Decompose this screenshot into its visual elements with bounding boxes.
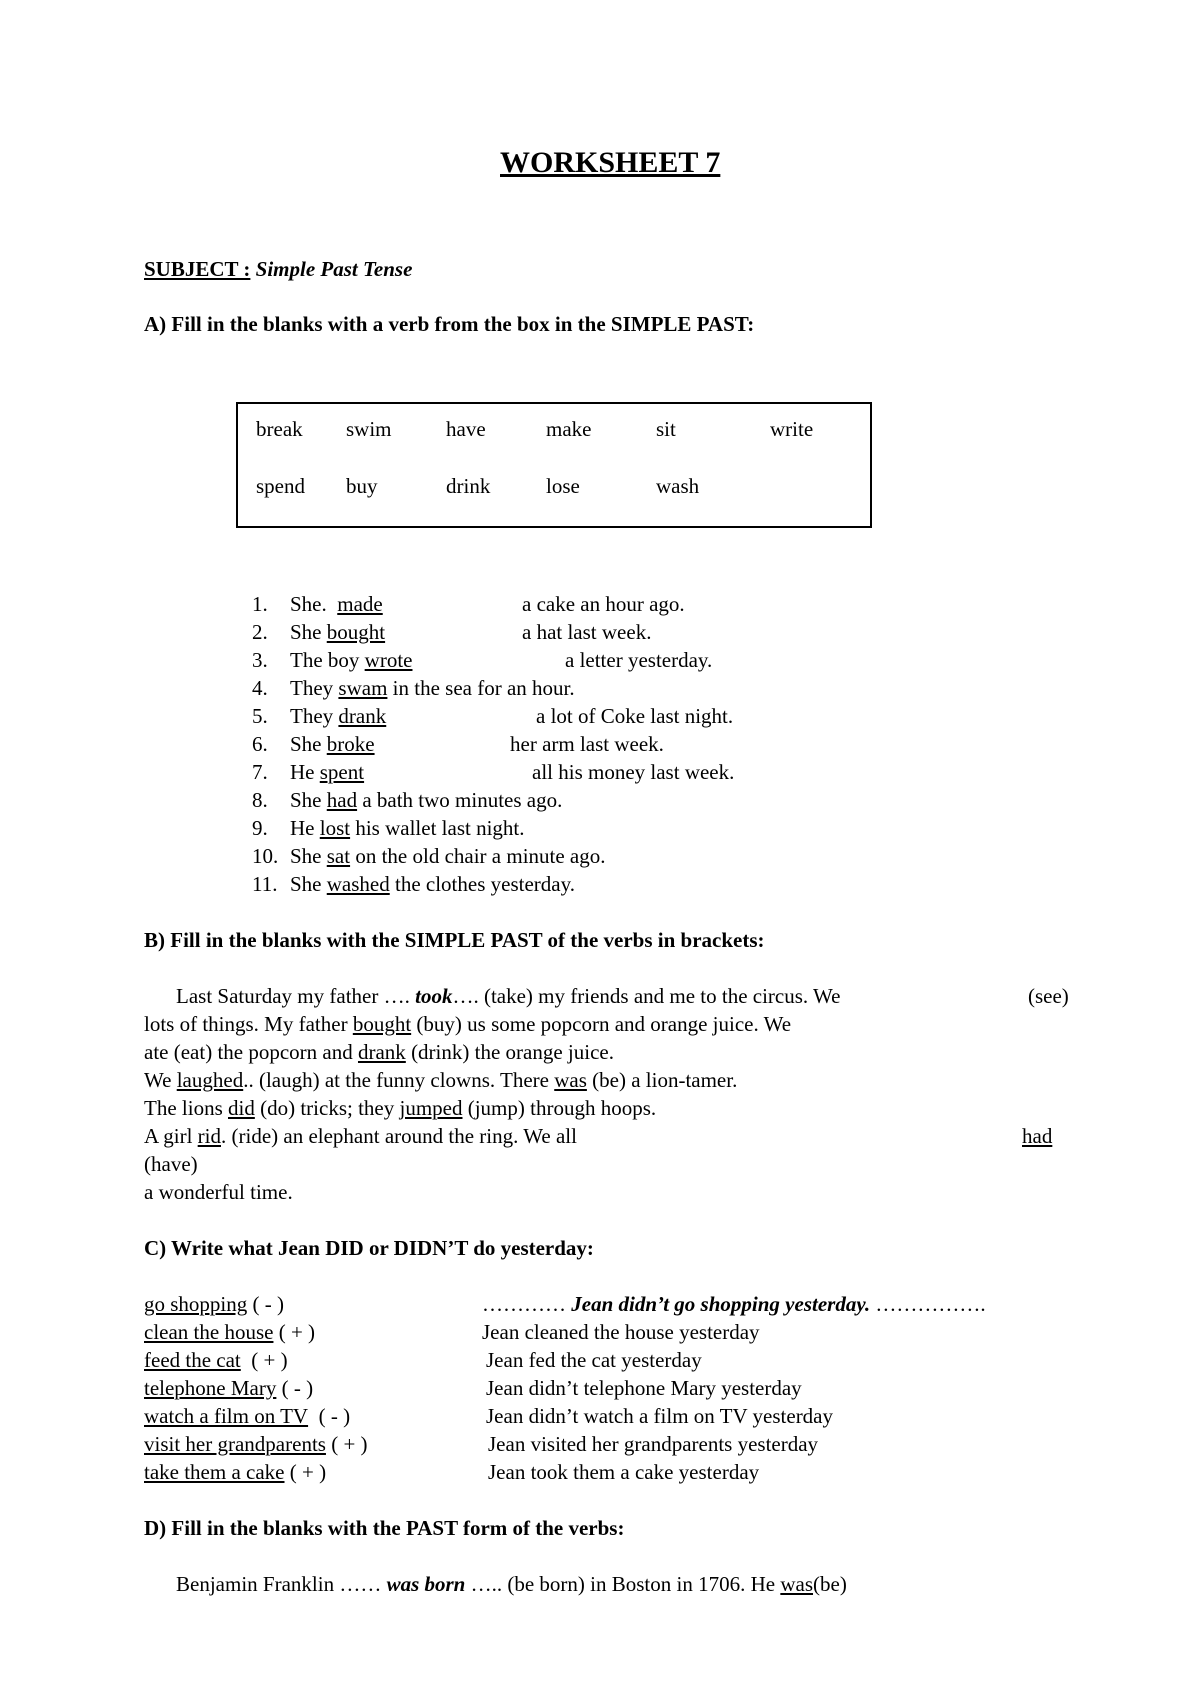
activity-sign: ( + ) [278, 1320, 316, 1344]
answer: rid [197, 1124, 221, 1148]
example-answer [482, 1290, 986, 1318]
activity-sign: ( + ) [331, 1432, 368, 1456]
text: lots of things. My father [144, 1012, 348, 1036]
activity-name: go shopping [144, 1292, 248, 1316]
answer: was [780, 1572, 814, 1596]
answer: Jean visited her grandparents yesterday [488, 1432, 819, 1456]
activity-sign: ( - ) [252, 1292, 284, 1316]
answer: did [228, 1096, 255, 1120]
verb-box-word: drink [446, 474, 491, 498]
item-pre: She [290, 844, 322, 868]
activity [144, 1318, 315, 1346]
item-number: 11. [252, 872, 278, 896]
item-pre: He [290, 816, 315, 840]
activity [144, 1402, 350, 1430]
activity [144, 1458, 326, 1486]
list-item [252, 702, 386, 730]
item-pre: They [290, 704, 334, 728]
answer: laughed [176, 1068, 244, 1092]
activity-sign: ( + ) [289, 1460, 327, 1484]
list-item [252, 758, 364, 786]
activity-name: feed the cat [144, 1348, 241, 1372]
answer: drank [357, 1040, 406, 1064]
page-title: WORKSHEET 7 [500, 146, 721, 179]
paragraph-line [176, 1570, 847, 1598]
answer: was [554, 1068, 587, 1092]
item-number: 9. [252, 816, 268, 840]
list-item [252, 814, 525, 842]
section-d-heading: D) Fill in the blanks with the PAST form of the verbs: [144, 1516, 625, 1540]
activity-sign: ( - ) [281, 1376, 314, 1400]
answer: Jean didn’t telephone Mary yesterday [486, 1376, 802, 1400]
text: . (ride) an elephant around the ring. We all [221, 1124, 577, 1148]
item-post: a lot of Coke last night. [536, 704, 734, 728]
text: ….. (be born) in Boston in 1706. He [470, 1572, 776, 1596]
answer: was born [386, 1572, 466, 1596]
item-number: 10. [252, 844, 279, 868]
item-answer: washed [326, 872, 390, 896]
item-post: his wallet last night. [355, 816, 525, 840]
verb-box-word: break [256, 417, 303, 441]
item-answer: wrote [364, 648, 413, 672]
section-c-heading: C) Write what Jean DID or DIDN’T do yesterday: [144, 1236, 594, 1260]
answer: Jean fed the cat yesterday [486, 1348, 702, 1372]
list-item [252, 730, 375, 758]
text: A girl [144, 1124, 193, 1148]
activity-name: take them a cake [144, 1460, 285, 1484]
verb-box-word: make [546, 417, 592, 441]
section-a-heading: A) Fill in the blanks with a verb from the box in the SIMPLE PAST: [144, 312, 755, 336]
paragraph-line: (have) [144, 1152, 198, 1176]
activity [144, 1346, 288, 1374]
list-item [252, 870, 575, 898]
item-answer: lost [319, 816, 351, 840]
activity [144, 1290, 284, 1318]
list-item [252, 646, 412, 674]
answer: Jean took them a cake yesterday [488, 1460, 760, 1484]
item-pre: They [290, 676, 334, 700]
item-post: in the sea for an hour. [392, 676, 575, 700]
answer: Jean didn’t go shopping yesterday. [571, 1292, 871, 1316]
subject-line [144, 255, 412, 283]
text: Benjamin Franklin …… [176, 1572, 382, 1596]
item-post: a bath two minutes ago. [362, 788, 563, 812]
verb-box-word: have [446, 417, 486, 441]
item-post: on the old chair a minute ago. [355, 844, 606, 868]
paragraph-line [176, 982, 841, 1010]
paragraph-line [144, 1094, 656, 1122]
item-answer: broke [326, 732, 375, 756]
activity-name: clean the house [144, 1320, 274, 1344]
item-number: 7. [252, 760, 268, 784]
verb-box-word: wash [656, 474, 700, 498]
item-answer: bought [326, 620, 386, 644]
item-answer: drank [338, 704, 387, 728]
verb-box-word: buy [346, 474, 378, 498]
item-number: 2. [252, 620, 268, 644]
activity-name: watch a film on TV [144, 1404, 309, 1428]
text: .. (laugh) at the funny clowns. There [243, 1068, 549, 1092]
text: …. (take) my friends and me to the circus. We [452, 984, 841, 1008]
item-pre: She [290, 788, 322, 812]
item-answer: sat [326, 844, 351, 868]
item-answer: spent [319, 760, 365, 784]
item-pre: She [290, 872, 322, 896]
item-number: 3. [252, 648, 268, 672]
item-post: her arm last week. [510, 732, 664, 756]
paragraph-line [144, 1010, 791, 1038]
item-number: 1. [252, 592, 268, 616]
text: (buy) us some popcorn and orange juice. We [416, 1012, 792, 1036]
item-post: a cake an hour ago. [522, 592, 685, 616]
paragraph-line [144, 1038, 614, 1066]
answer: jumped [399, 1096, 463, 1120]
verb-box-word: lose [546, 474, 580, 498]
text: (see) [1028, 984, 1069, 1008]
activity-name: visit her grandparents [144, 1432, 326, 1456]
activity [144, 1430, 368, 1458]
text: (drink) the orange juice. [411, 1040, 614, 1064]
item-answer: made [337, 592, 383, 616]
verb-box-word: sit [656, 417, 676, 441]
text: (jump) through hoops. [467, 1096, 657, 1120]
item-post: all his money last week. [532, 760, 735, 784]
verb-box-word: write [770, 417, 814, 441]
subject-value: Simple Past Tense [255, 257, 413, 281]
dots: ………… [482, 1292, 566, 1316]
item-post: a hat last week. [522, 620, 652, 644]
text: (do) tricks; they [260, 1096, 395, 1120]
item-pre: She [290, 732, 322, 756]
text: We [144, 1068, 172, 1092]
paragraph-line [144, 1122, 577, 1150]
text: ate (eat) the popcorn and [144, 1040, 353, 1064]
item-answer: had [326, 788, 358, 812]
item-post: a letter yesterday. [565, 648, 713, 672]
activity-sign: ( + ) [251, 1348, 288, 1372]
activity-sign: ( - ) [318, 1404, 351, 1428]
item-pre: She. [290, 592, 327, 616]
item-number: 6. [252, 732, 268, 756]
list-item [252, 618, 385, 646]
answer: Jean cleaned the house yesterday [482, 1320, 760, 1344]
item-number: 8. [252, 788, 268, 812]
item-pre: She [290, 620, 322, 644]
text: Last Saturday my father …. [176, 984, 410, 1008]
item-number: 4. [252, 676, 268, 700]
answer: took [415, 984, 453, 1008]
answer: had [1022, 1124, 1053, 1148]
list-item [252, 674, 575, 702]
item-post: the clothes yesterday. [394, 872, 575, 896]
paragraph-line: a wonderful time. [144, 1180, 293, 1204]
section-b-heading: B) Fill in the blanks with the SIMPLE PAST of the verbs in brackets: [144, 928, 765, 952]
item-pre: He [290, 760, 315, 784]
item-pre: The boy [290, 648, 360, 672]
text: (be) a lion-tamer. [592, 1068, 738, 1092]
list-item [252, 786, 562, 814]
list-item [252, 590, 383, 618]
verb-box-word: swim [346, 417, 392, 441]
activity [144, 1374, 313, 1402]
text: (be) [813, 1572, 847, 1596]
subject-label: SUBJECT : [144, 257, 251, 281]
text: The lions [144, 1096, 223, 1120]
dots: ……………. [875, 1292, 986, 1316]
answer: bought [352, 1012, 412, 1036]
item-number: 5. [252, 704, 268, 728]
item-answer: swam [338, 676, 388, 700]
activity-name: telephone Mary [144, 1376, 277, 1400]
verb-box-word: spend [256, 474, 305, 498]
paragraph-line [144, 1066, 737, 1094]
answer: Jean didn’t watch a film on TV yesterday [486, 1404, 834, 1428]
list-item [252, 842, 606, 870]
